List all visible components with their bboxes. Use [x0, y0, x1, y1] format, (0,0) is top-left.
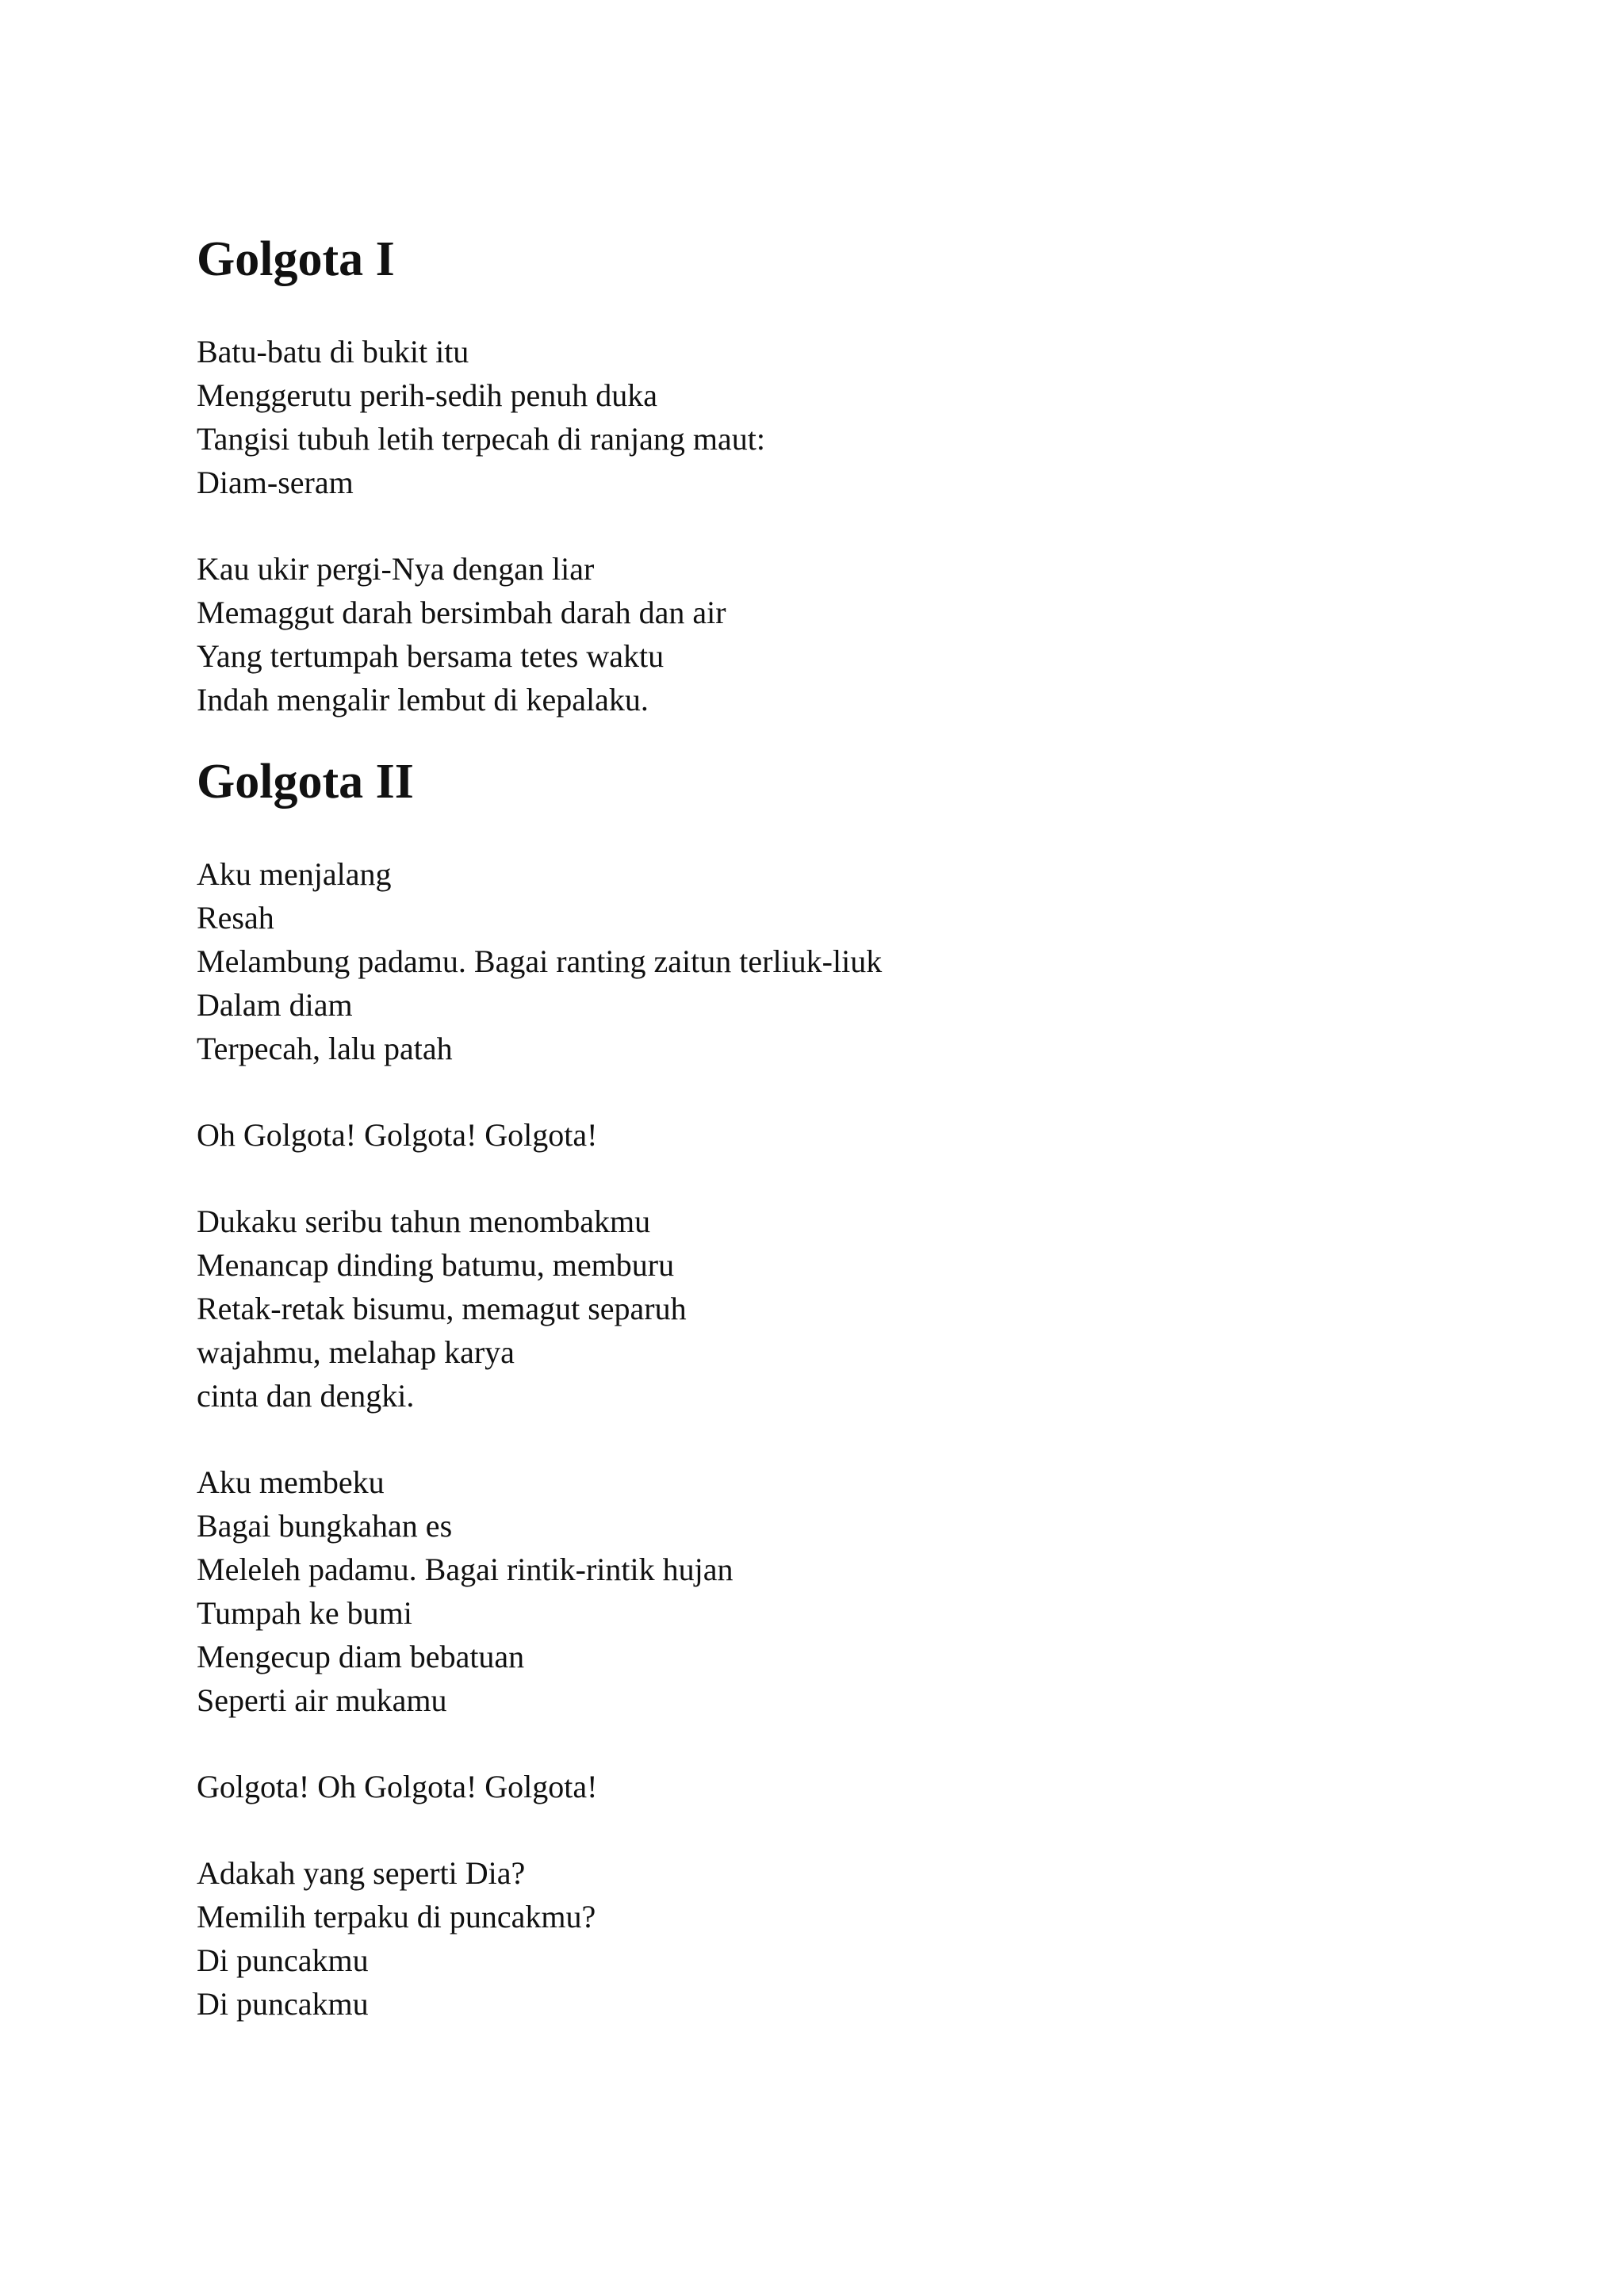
poem-line: Melambung padamu. Bagai ranting zaitun terliuk-liuk — [197, 943, 883, 979]
poem-line: Di puncakmu — [197, 1942, 369, 1978]
poem-line: Meleleh padamu. Bagai rintik-rintik hujan — [197, 1552, 733, 1587]
poem-line: Adakah yang seperti Dia? — [197, 1855, 526, 1891]
poem-golgota-2 — [197, 754, 1465, 2026]
poem-line: Indah mengalir lembut di kepalaku. — [197, 682, 649, 718]
poem-line: Diam-seram — [197, 465, 354, 500]
poem-line: cinta dan dengki. — [197, 1378, 415, 1414]
stanza — [197, 1460, 1465, 1722]
poem-line: Di puncakmu — [197, 1986, 369, 2022]
poem-line: Yang tertumpah bersama tetes waktu — [197, 638, 665, 674]
poem-line: Aku menjalang — [197, 856, 392, 892]
poem-line: Retak-retak bisumu, memagut separuh — [197, 1291, 687, 1326]
poem-line: Batu-batu di bukit itu — [197, 334, 469, 369]
stanza — [197, 1113, 1465, 1157]
stanza — [197, 547, 1465, 721]
poem-line: Memaggut darah bersimbah darah dan air — [197, 595, 726, 630]
poem-line: Oh Golgota! Golgota! Golgota! — [197, 1117, 598, 1153]
poem-line: Menancap dinding batumu, memburu — [197, 1247, 675, 1283]
poem-golgota-1 — [197, 232, 1465, 721]
poem-line: Dukaku seribu tahun menombakmu — [197, 1203, 651, 1239]
poem-title: Golgota II — [197, 755, 414, 809]
stanza — [197, 1200, 1465, 1418]
stanza — [197, 330, 1465, 504]
poem-line: Terpecah, lalu patah — [197, 1031, 453, 1066]
poem-line: Kau ukir pergi-Nya dengan liar — [197, 551, 595, 587]
poem-line: Golgota! Oh Golgota! Golgota! — [197, 1769, 598, 1804]
document-page — [197, 232, 1465, 2026]
poem-line: Seperti air mukamu — [197, 1682, 447, 1718]
stanza — [197, 852, 1465, 1070]
poem-line: wajahmu, melahap karya — [197, 1334, 515, 1370]
stanza — [197, 1765, 1465, 1808]
poem-line: Tangisi tubuh letih terpecah di ranjang maut: — [197, 421, 765, 457]
poem-line: Memilih terpaku di puncakmu? — [197, 1899, 596, 1934]
poem-line: Tumpah ke bumi — [197, 1595, 412, 1631]
poem-title: Golgota I — [197, 232, 395, 286]
stanza — [197, 1851, 1465, 2026]
poem-line: Dalam diam — [197, 987, 353, 1023]
poem-line: Bagai bungkahan es — [197, 1508, 453, 1544]
poem-line: Resah — [197, 900, 274, 936]
poem-line: Mengecup diam bebatuan — [197, 1639, 525, 1674]
poem-line: Menggerutu perih-sedih penuh duka — [197, 377, 657, 413]
poem-line: Aku membeku — [197, 1464, 385, 1500]
